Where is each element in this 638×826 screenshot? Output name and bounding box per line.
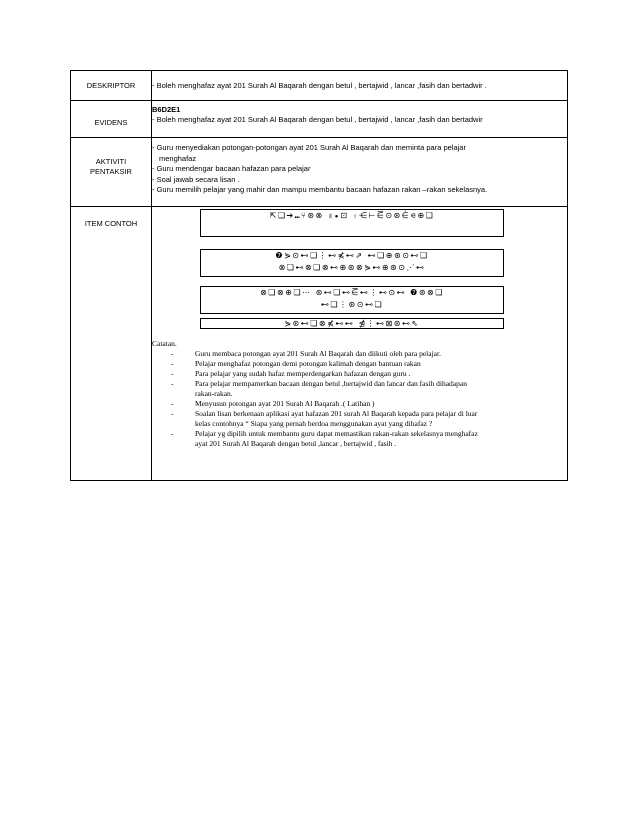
evidens-label: EVIDENS	[94, 118, 128, 127]
aktiviti-label-cell	[71, 138, 152, 207]
note-dash: -	[171, 409, 174, 418]
arabic-text: ❼⋟⊙⊷❏⋮⊷⋠⊷⇗ ⊷❏⊕⊛⊙⊷❏	[275, 251, 429, 260]
aktiviti-item: menghafaz	[159, 153, 197, 163]
note-text	[191, 349, 525, 359]
arabic-box	[200, 209, 504, 237]
note-line: Para pelajar mempamerkan bacaan dengan betul ,bertajwid dan lancar dan fasih dihadapan	[195, 379, 467, 388]
note-item	[152, 349, 567, 359]
aktiviti-item: - Soal jawab secara lisan .	[152, 174, 240, 184]
note-line: Guru membaca potongan ayat 201 Surah Al Baqarah dan diikuti oleh para pelajar.	[195, 349, 441, 358]
evidens-code: B6D2E1	[152, 105, 181, 114]
note-text	[191, 359, 525, 369]
note-item	[152, 369, 567, 379]
note-dash: -	[171, 379, 174, 388]
note-line: Pelajar menghafaz potongan demi potongan kalimah dengan bantuan rakan	[195, 359, 421, 368]
aktiviti-item: - Guru memilih pelajar yang mahir dan mampu membantu bacaan hafazan rakan –rakan sekelasnya.	[152, 185, 488, 194]
arabic-text: ⊗❏⊷⊗❏⊗⊷⊕⊛⊗⋟⊷⊕⊛⊙⋰⊷	[278, 263, 426, 272]
note-dash: -	[171, 429, 174, 438]
note-line: Pelajar yg dipilih untuk membantu guru dapat memastikan rakan-rakan sekelasnya menghafaz	[195, 429, 478, 438]
arabic-box	[200, 318, 504, 329]
aktiviti-list	[152, 138, 567, 196]
row-evidens	[71, 101, 568, 138]
note-item	[152, 409, 567, 429]
item-contoh-label: ITEM CONTOH	[84, 219, 138, 228]
note-text	[191, 429, 525, 449]
deskriptor-label: DESKRIPTOR	[71, 71, 152, 101]
note-line: Soalan lisan berkenaan aplikasi ayat hafazan 201 surah Al Baqarah kepada para pelajar di luar	[195, 409, 478, 418]
note-dash: -	[171, 399, 174, 408]
note-text	[191, 409, 525, 429]
note-line: kelas contohnya “ Siapa yang pernah berdoa menggunakan ayat yang dihafaz ?	[195, 419, 433, 428]
note-item	[152, 359, 567, 369]
evidens-text: - Boleh menghafaz ayat 201 Surah Al Baqarah dengan betul , bertajwid , lancar ,fasih dan bertadwir	[152, 115, 483, 124]
deskriptor-line: - Boleh menghafaz ayat 201 Surah Al Baqarah dengan betul , bertajwid , lancar ,fasih dan bertadwir .	[152, 80, 487, 90]
note-dash: -	[171, 349, 174, 358]
note-item	[152, 429, 567, 449]
item-contoh-label-cell	[71, 207, 152, 481]
aktiviti-content	[152, 138, 568, 207]
aktiviti-label-line2: PENTAKSIR	[90, 167, 132, 176]
note-text	[191, 399, 525, 409]
aktiviti-label	[71, 138, 151, 177]
note-item	[152, 399, 567, 409]
arabic-boxes	[152, 207, 567, 327]
note-line: Menyusun potongan ayat 201 Surah Al Baqarah .( Latihan )	[195, 399, 375, 408]
note-line: rakan-rakan.	[195, 389, 233, 398]
note-text	[191, 379, 525, 399]
row-deskriptor	[71, 71, 568, 101]
row-aktiviti	[71, 138, 568, 207]
note-item	[152, 379, 567, 399]
note-line: ayat 201 Surah Al Baqarah dengan betul ,lancar , bertajwid , fasih .	[195, 439, 397, 448]
note-text	[191, 369, 525, 379]
arabic-box	[200, 286, 504, 314]
arabic-box	[200, 249, 504, 277]
aktiviti-label-line1: AKTIVITI	[95, 157, 127, 166]
row-item-contoh	[71, 207, 568, 481]
note-dash: -	[171, 359, 174, 368]
arabic-text: ⊷❏⋮⊛⊙⊷❏	[320, 300, 384, 309]
aktiviti-item: - Guru mendengar bacaan hafazan para pelajar	[152, 164, 311, 173]
item-contoh-content	[152, 207, 568, 481]
arabic-text: ⊗❏⊗⊕❏⋯ ⊛⊷❏⊷⋶⊷⋮⊷⊙⊷ ❼⊛⊗❏	[260, 288, 444, 297]
evidens-content	[152, 101, 568, 138]
note-dash: -	[171, 369, 174, 378]
arabic-text: ⋟⊛⊷❏⊗⋠⊷⊷ ⋬⋮⊷⊠⊛⊷⇖	[284, 319, 420, 328]
catatan-title: Catatan.	[152, 339, 177, 348]
catatan-section	[152, 339, 567, 449]
arabic-text: ⇱❏➔⑉⑂⊛⊗ ⦀⦁⊡ ⦂⋲⊢⋶⊙⊛⋵⋴⊕❏	[269, 211, 435, 220]
deskriptor-text	[152, 71, 568, 101]
assessment-table	[70, 70, 568, 481]
evidens-label-cell	[71, 101, 152, 138]
aktiviti-item: - Guru menyediakan potongan-potongan ayat 201 Surah Al Baqarah dan meminta para pelajar	[152, 143, 466, 152]
note-line: Para pelajar yang sudah hafaz memperdengarkan hafazan dengan guru .	[195, 369, 411, 378]
